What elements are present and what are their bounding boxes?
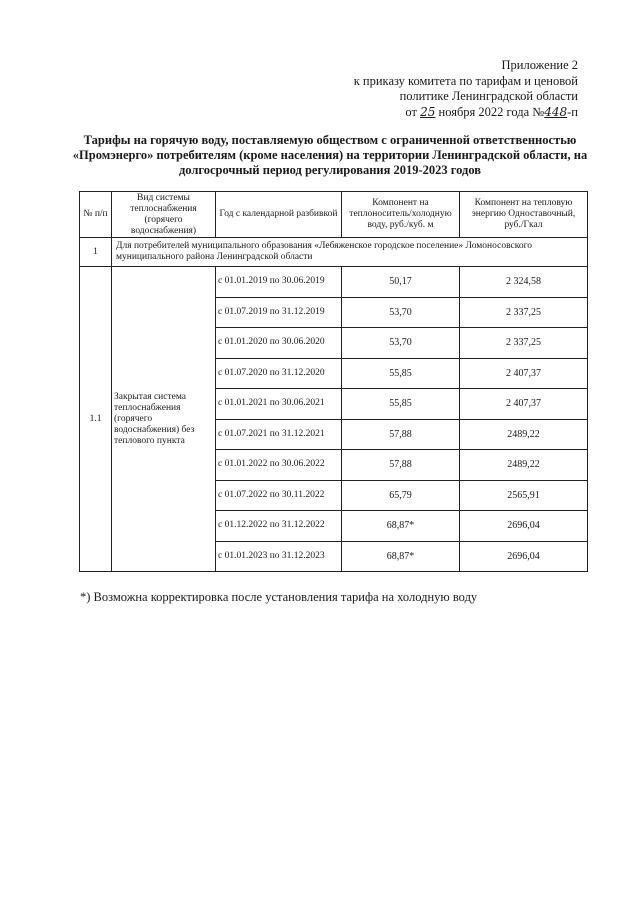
water-component-cell: 68,87* — [342, 511, 460, 542]
heat-component-cell: 2489,22 — [460, 450, 588, 481]
annex-order-line: к приказу комитета по тарифам и ценовой — [353, 73, 578, 88]
period-cell: с 01.01.2023 по 31.12.2023 — [216, 541, 342, 572]
water-component-cell: 55,85 — [342, 358, 460, 389]
water-component-cell: 57,88 — [342, 450, 460, 481]
period-cell: с 01.07.2020 по 31.12.2020 — [216, 358, 342, 389]
title-line-1: Тарифы на горячую воду, поставляемую обществом с ограниченной ответственностью — [83, 133, 577, 147]
handwritten-number: 448 — [544, 104, 568, 119]
water-component-cell: 57,88 — [342, 419, 460, 450]
period-cell: с 01.01.2020 по 30.06.2020 — [216, 328, 342, 359]
heat-component-cell: 2696,04 — [460, 511, 588, 542]
heat-component-cell: 2 324,58 — [460, 267, 588, 298]
annex-title: Приложение 2 — [501, 58, 578, 72]
subitem-number: 1.1 — [80, 267, 112, 572]
annex-committee-line: политике Ленинградской области — [399, 89, 578, 103]
header-number: № п/п — [80, 192, 112, 238]
period-cell: с 01.01.2022 по 30.06.2022 — [216, 450, 342, 481]
heat-component-cell: 2565,91 — [460, 480, 588, 511]
period-cell: с 01.07.2019 по 31.12.2019 — [216, 297, 342, 328]
document-title — [70, 133, 590, 178]
table-row — [80, 267, 588, 298]
water-component-cell: 55,85 — [342, 389, 460, 420]
period-cell: с 01.07.2021 по 31.12.2021 — [216, 419, 342, 450]
header-heat-component: Компонент на тепловую энергию Одноставочный, руб./Гкал — [460, 192, 588, 238]
water-component-cell: 53,70 — [342, 328, 460, 359]
tariff-table — [79, 191, 588, 572]
date-middle: ноября 2022 года № — [438, 104, 545, 119]
group-description: Для потребителей муниципального образования «Лебяженское городское поселение» Ломоносовского муниципального района Ленинградской области — [112, 238, 588, 267]
period-cell: с 01.01.2019 по 30.06.2019 — [216, 267, 342, 298]
heat-component-cell: 2489,22 — [460, 419, 588, 450]
heat-component-cell: 2696,04 — [460, 541, 588, 572]
annex-header — [338, 58, 578, 120]
water-component-cell: 65,79 — [342, 480, 460, 511]
handwritten-day: 25 — [420, 104, 436, 119]
period-cell: с 01.07.2022 по 30.11.2022 — [216, 480, 342, 511]
header-water-component: Компонент на теплоноситель/холодную воду, руб./куб. м — [342, 192, 460, 238]
group-number: 1 — [80, 238, 112, 267]
heat-component-cell: 2 337,25 — [460, 297, 588, 328]
date-prefix: от — [405, 104, 417, 119]
heat-component-cell: 2 407,37 — [460, 389, 588, 420]
system-type-cell: Закрытая система теплоснабжения (горячего водоснабжения) без теплового пункта — [112, 267, 216, 572]
water-component-cell: 53,70 — [342, 297, 460, 328]
footnote: *) Возможна корректировка после установления тарифа на холодную воду — [80, 590, 478, 604]
title-line-3: долгосрочный период регулирования 2019-2023 годов — [178, 163, 482, 177]
title-line-2: «Промэнерго» потребителям (кроме населения) на территории Ленинградской области, на — [72, 148, 588, 162]
header-system-type: Вид системы теплоснабжения (горячего водоснабжения) — [112, 192, 216, 238]
heat-component-cell: 2 337,25 — [460, 328, 588, 359]
water-component-cell: 50,17 — [342, 267, 460, 298]
header-period: Год с календарной разбивкой — [216, 192, 342, 238]
annex-date-line — [338, 105, 578, 121]
group-row — [80, 238, 588, 267]
number-suffix: -п — [567, 104, 578, 119]
heat-component-cell: 2 407,37 — [460, 358, 588, 389]
table-header-row — [80, 192, 588, 238]
period-cell: с 01.12.2022 по 31.12.2022 — [216, 511, 342, 542]
period-cell: с 01.01.2021 по 30.06.2021 — [216, 389, 342, 420]
water-component-cell: 68,87* — [342, 541, 460, 572]
